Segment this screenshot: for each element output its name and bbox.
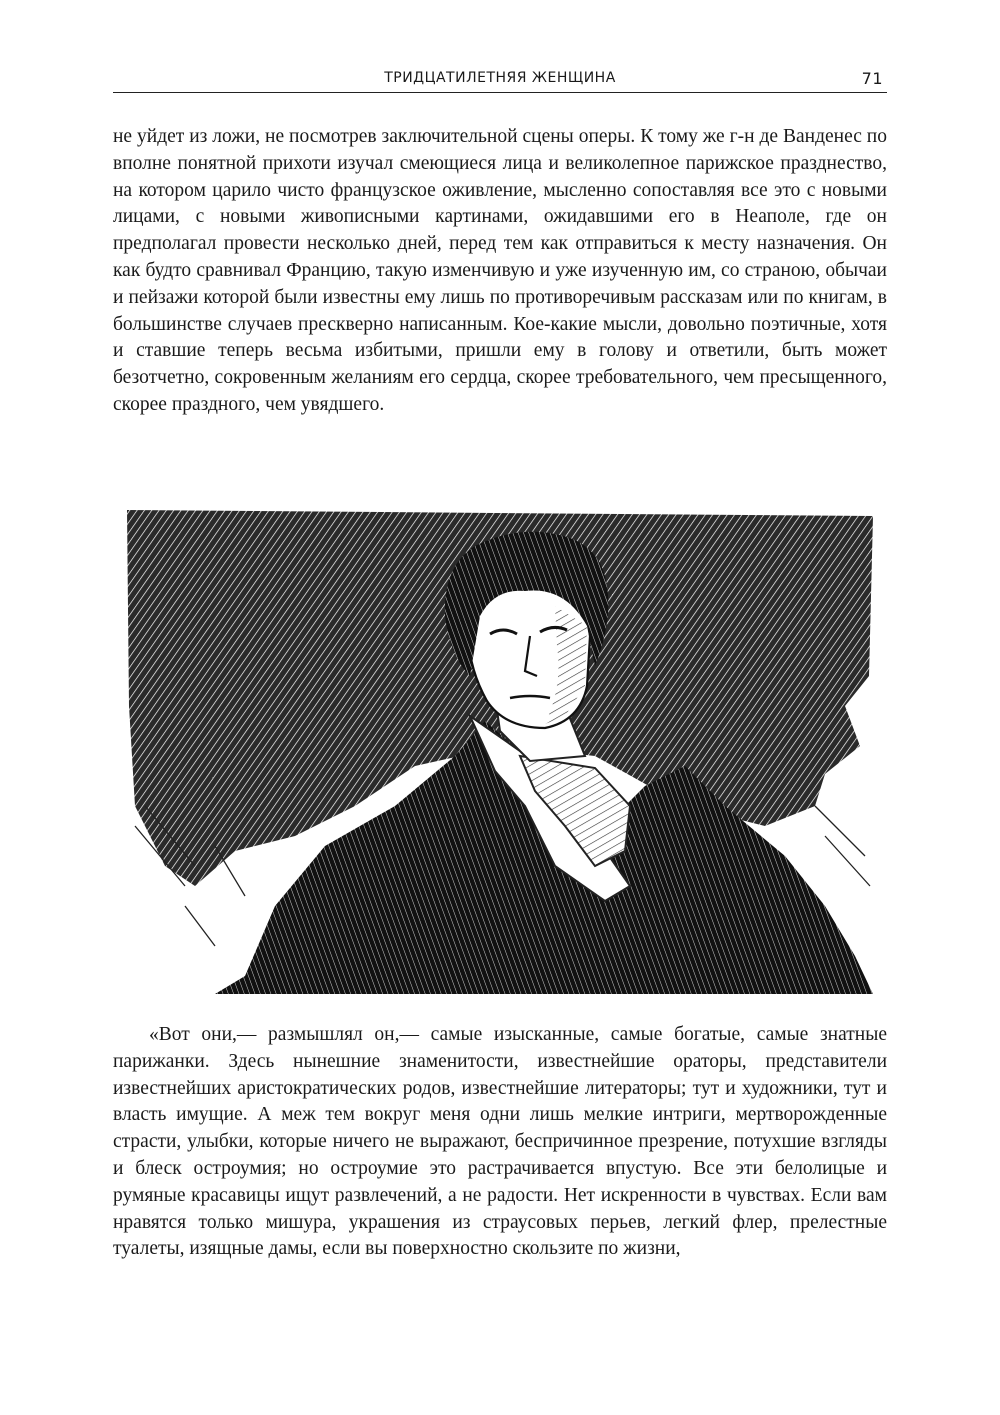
book-title: ТРИДЦАТИЛЕТНЯЯ ЖЕНЩИНА bbox=[384, 70, 616, 86]
running-header bbox=[113, 62, 887, 93]
portrait-illustration bbox=[125, 506, 877, 996]
body-paragraph-2: «Вот они,— размышлял он,— самые изысканные, самые богатые, самые знатные парижанки. Здесь нынешние знаменитости, известнейшие ораторы, представители известнейших аристократических родов, известнейшие литераторы; тут и художники, тут и власть имущие. А меж тем вокруг меня одни лишь мелкие интриги, мертворожденные страсти, улыбки, которые ничего не выражают, беспричинное презрение, потухшие взгляды и блеск остроумия; но остроумие это растрачивается впустую. Все эти белолицые и румяные красавицы ищут развлечений, а не радости. Нет искренности в чувствах. Если вам нравятся только мишура, украшения из страусовых перьев, легкий флер, прелестные туалеты, изящные дамы, если вы поверхностно скользите по жизни, bbox=[113, 1024, 887, 1260]
page-number: 71 bbox=[861, 69, 883, 88]
body-paragraph-1: не уйдет из ложи, не посмотрев заключительной сцены оперы. К тому же г-н де Ванденес по вполне понятной прихоти изучал смеющиеся лица и великолепное парижское празднество, на котором царило чисто французское оживление, мысленно сопоставляя все это с новыми лицами, с новыми живописными картинами, ожидавшими его в Неаполе, где он предполагал провести несколько дней, перед тем как отправиться к месту назначения. Он как будто сравнивал Францию, такую изменчивую и уже изученную им, со страною, обычаи и пейзажи которой были известны ему лишь по противоречивым рассказам или по книгам, в большинстве случаев прескверно написанным. Кое-какие мысли, довольно поэтичные, хотя и ставшие теперь весьма избитыми, пришли ему в голову и ответили, быть может безотчетно, сокровенным желаниям его сердца, скорее требовательного, чем пресыщенного, скорее праздного, чем увядшего. bbox=[113, 126, 887, 415]
